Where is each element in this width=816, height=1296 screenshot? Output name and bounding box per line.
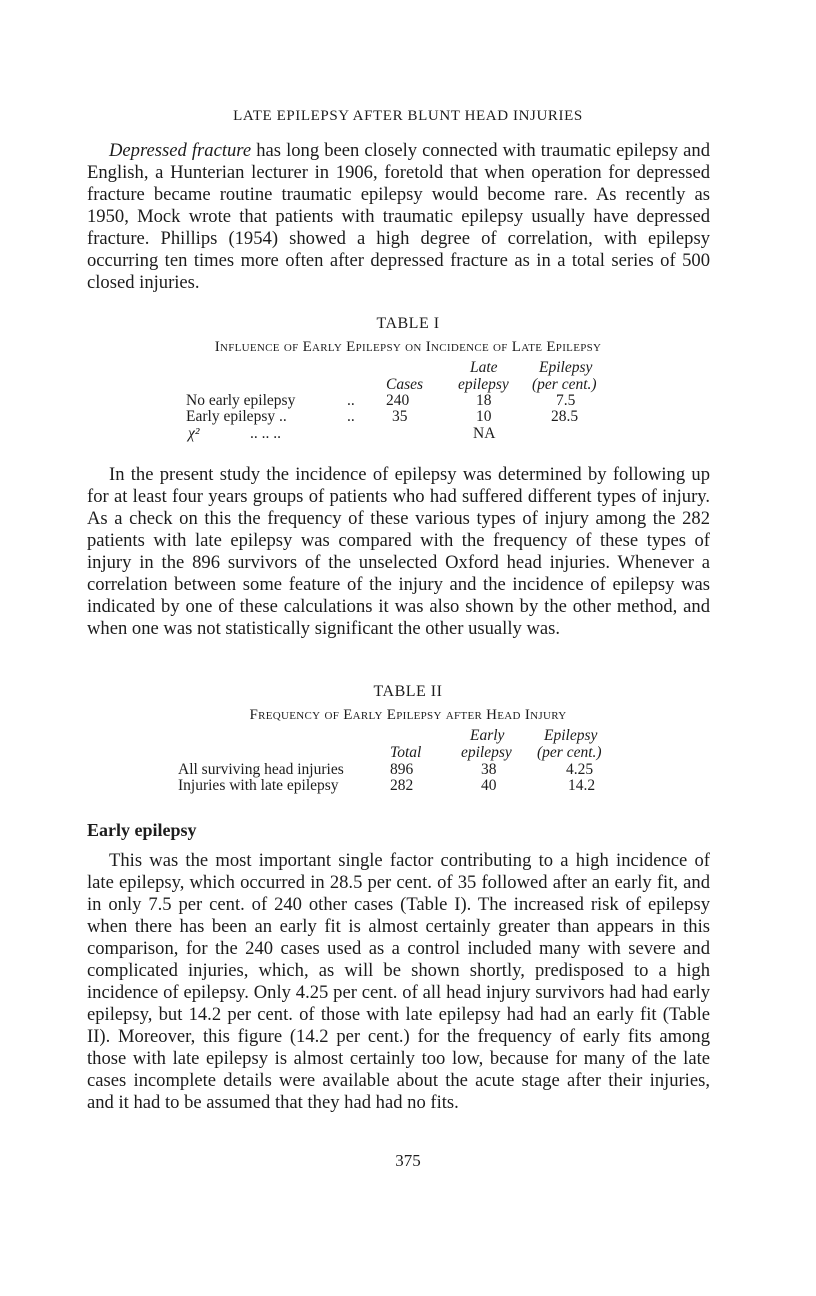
table-1-header-late-2: epilepsy [458, 376, 509, 393]
table-1-cell-late: 18 [476, 392, 492, 409]
table-2-cell-early: 40 [481, 777, 497, 794]
table-2-header-total: Total [390, 744, 422, 761]
table-2-header-pct-1: Epilepsy [544, 727, 598, 744]
table-1-caption: TABLE I [376, 315, 440, 332]
chi-squared-value: NA [473, 425, 496, 442]
table-1-cell-pct: 7.5 [556, 392, 576, 409]
paragraph-early-epilepsy: This was the most important single factor contributing to a high incidence of late epilepsy, which occurred in 28.5 per cent. of 35 followed after an early fit, and in only 7.5 per cent. of 240 other cases (Table I). The increased risk of epilepsy when there has been an early fit is almost certainly greater than appears in this comparison, for the 240 cases used as a control included many with severe and complicated injuries, which, as will be shown shortly, predisposed to a high incidence of epilepsy. Only 4.25 per cent. of all head injury survivors had had early epilepsy, but 14.2 per cent. of those with late epilepsy had had an early fit (Table II). Moreover, this figure (14.2 per cent.) for the frequency of early fits among those with late epilepsy is almost certainly too low, because for many of the late cases incomplete details were available about the acute stage after their injuries, and it had to be assumed that they had had no fits. [87, 850, 710, 1113]
table-2-header-pct-2: (per cent.) [537, 744, 602, 761]
table-2-header-early-1: Early [470, 727, 505, 744]
table-1-row-dots: .. [347, 408, 355, 425]
table-1-cell-cases: 240 [386, 392, 410, 409]
table-2-header-early-2: epilepsy [461, 744, 512, 761]
table-2-row-label: All surviving head injuries [178, 761, 344, 778]
table-1-header-late-1: Late [470, 359, 498, 376]
table-2-cell-early: 38 [481, 761, 497, 778]
table-2-cell-total: 282 [390, 777, 414, 794]
running-head: LATE EPILEPSY AFTER BLUNT HEAD INJURIES [233, 108, 583, 124]
chi-squared-dots: .. .. .. [250, 425, 281, 442]
table-1-row-label: No early epilepsy [186, 392, 296, 409]
table-2-caption: TABLE II [373, 683, 443, 700]
table-2-cell-pct: 14.2 [568, 777, 596, 794]
table-2-title [0, 707, 816, 724]
table-2-cell-pct: 4.25 [566, 761, 594, 778]
paragraph-depressed-fracture [87, 140, 710, 294]
table-1-row-label: Early epilepsy .. [186, 408, 287, 425]
table-1-row-dots: .. [347, 392, 355, 409]
table-1-header-pct-1: Epilepsy [539, 359, 593, 376]
paragraph-present-study: In the present study the incidence of epilepsy was determined by following up for at least four years groups of patients who had suffered different types of injury. As a check on this the frequency of these various types of injury among the 282 patients with late epilepsy was compared with the frequency of these types of injury in the 896 survivors of the unselected Oxford head injuries. Whenever a correlation between some feature of the injury and the incidence of epilepsy was indicated by one of these calculations it was also shown by the other method, and when one was not statistically significant the other usually was. [87, 464, 710, 639]
section-heading: Early epilepsy [87, 820, 197, 840]
table-1-cell-cases: 35 [392, 408, 408, 425]
paragraph-text: has long been closely connected with traumatic epilepsy and English, a Hunterian lecturer in 1906, foretold that when operation for depressed fracture became routine traumatic epilepsy would become rare. As recently as 1950, Mock wrote that patients with traumatic epilepsy usually have depressed fracture. Phillips (1954) showed a high degree of correlation, with epilepsy occurring ten times more often after depressed fracture as in a total series of 500 closed injuries. [87, 140, 710, 293]
page-number: 375 [395, 1151, 421, 1170]
table-1-cell-pct: 28.5 [551, 408, 579, 425]
table-1-cell-late: 10 [476, 408, 492, 425]
italic-lead-phrase: Depressed fracture [109, 140, 252, 161]
table-1-header-pct-2: (per cent.) [532, 376, 597, 393]
table-2-cell-total: 896 [390, 761, 414, 778]
chi-squared-label: χ² [188, 425, 200, 442]
table-1-title [0, 339, 816, 356]
table-1-header-cases: Cases [386, 376, 424, 393]
table-2-title-text: Frequency of Early Epilepsy after Head Injury [249, 707, 567, 723]
table-1-title-text: Influence of Early Epilepsy on Incidence of Late Epilepsy [214, 339, 602, 355]
table-2-row-label: Injuries with late epilepsy [178, 777, 339, 794]
